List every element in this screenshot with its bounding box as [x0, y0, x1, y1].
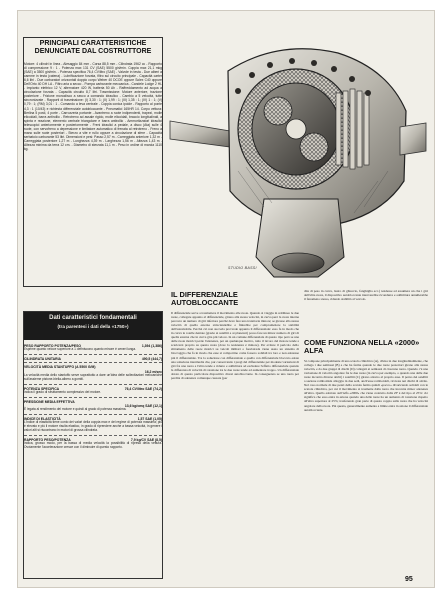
spec-label: POTENZA SPECIFICA	[24, 386, 60, 391]
spec-value: 76,4 CV/litro SAE (74,2)	[124, 386, 162, 391]
pinion-flange	[272, 253, 324, 273]
spec-divider	[24, 414, 162, 415]
spec-value: 490,5 (444,7)	[141, 357, 162, 362]
article-column-2-intro: dita di peso in curva, lastro di ghiaccio, fanghiglia ecc.) tendesse ad assumere un che i giri dell'altra ruota, il dispositivo autobloccante interverebbe ricondurre e addirittura annullerebbe il fenomeno stesso, ridando stabilità al veicolo.	[304, 289, 428, 302]
spec-item	[24, 417, 162, 436]
specs-box-2-header	[24, 312, 162, 340]
spec-label: CILINDRATA UNITARIA	[24, 357, 61, 362]
specs-box-1-title: PRINCIPALI CARATTERISTICHE DENUNCIATE DAL COSTRUTTORE	[34, 40, 152, 55]
left-axle-shaft	[170, 121, 230, 147]
spec-item	[24, 400, 162, 415]
magazine-page	[17, 10, 435, 588]
spec-divider	[24, 354, 162, 355]
spec-value: 16,2 m/sec	[144, 369, 162, 374]
spec-note: Esprime quanto veloce superiore a 1 definiscono quanto minore è ceneri lunga.	[24, 347, 136, 352]
satellite-gear	[264, 97, 292, 125]
spec-item	[24, 344, 162, 355]
spec-note: La velocità media dello stantuffo serve soprattutto a dare un'idea delle sollecitazioni meccaniche sull'assieme pistone-biella-albero a gomiti.	[24, 372, 162, 381]
spec-label: RAPPORTO PESO/POTENZA	[24, 438, 71, 443]
spec-label: PESO RAPPORTO POTENZA/PESO	[24, 344, 82, 348]
spec-item	[24, 438, 162, 450]
right-axle-shaft	[400, 123, 426, 155]
drawing-credit: STUDIO BASSI	[228, 266, 257, 270]
spec-divider	[24, 362, 162, 363]
spec-label: VELOCITÀ MEDIA STANTUFFO (A 5500 G/M)	[24, 365, 96, 370]
specs-box-2-subtitle: (tra parentesi i dati della «1750»)	[57, 324, 129, 329]
spec-row	[24, 357, 162, 361]
spec-divider	[24, 397, 162, 398]
spec-value: 7,9 kg/CV SAE (8,5)	[130, 438, 162, 443]
spec-divider	[24, 435, 162, 436]
spec-note: Indica il grado di sfruttamento complessivo del motore.	[24, 389, 102, 394]
spec-note: Indica, grosso modo, per la bassa di media velocità la possibilità di ripresa della vettura. Ovviamente l'accelerazione cresce con il diminuire di questo rapporto.	[24, 441, 162, 450]
clutch-disc-pack	[336, 89, 369, 169]
spec-value: 1,57 SAE (1,05)	[137, 417, 162, 422]
article-title: IL DIFFERENZIALE AUTOBLOCCANTE	[171, 290, 239, 307]
spec-note: L'indice di elasticità tiene conto dei valori della coppia max e del regime di potenza massima; più è elevato e più il motore risulta elastico, in grado di riprendere anche a bassa velocità, in genere i valori alti si riscontrano in motori di grossa cilindrata.	[24, 420, 162, 433]
satellite-gear	[300, 133, 328, 161]
differential-cutaway-drawing	[168, 31, 428, 279]
spec-item	[24, 387, 162, 398]
specs-box-2-title: Dati caratteristici fondamentali	[49, 315, 137, 321]
specs-box-1-text: Motore: 4 cilindri in linea - Alesaggio 84 mm - Corsa 88,5 mm - Cilindrata 1962 cc - Rapporto di compressione 9 : 1 - Potenza max 131 CV (SAE) 5500 giri/min. Coppia max 21,1 mkg (SAE) a 3500 giri/min. - Potenza specifica 76,4 CV/litro (SAE) - Valvole in testa - Due alberi a camme in testa (catena) - Lubrificazione forzata, filtro sul circuito principale - Capacità carter 6,6 litri - Due carburatori orizzontali doppio corpo Weber 40 DCOE oppure Solex C40 oppure Dell'Orto 40 DH LA - Filtro aria a secco - Pompa carburante meccanica - Candele Lodge 2 HL - Impianto elettrico 12 V, alternatore 420 W, batteria 50 Ah - Raffreddamento ad acqua a circolazione forzata - Capacità circuito 8,7 litri. Trasmissione: Motore anteriore, trazione posteriore - Frizione monodisco a secco a comando idraulico - Cambio a 5 velocità, tutte sincronizzate - Rapporti di trasmissione: (I) 3,30 : 1; (II) 1,99 : 1; (III) 1,35 : 1; (IV) 1 : 1; (V) 0,79 : 1; (RM) 3,01 : 1 - Comando a leva centrale - Coppia conica ipoide - Rapporto al ponte 4,3 : 1 (10/43) e richiesta differenziale autobloccante - Pneumatici 165HR 14. Corpo vettura: Berlina 5 posti, 4 porte - Carrozzeria portante - Avantreno a ruote indipendenti, trapezi, molle elicoidali, barra antirollio - Retrotreno ad assale rigido, molle elicoidali, braccio longitudinali, a spinta e reazione, elemento centrale triangolare e barra antirollio - Ammortizzatori idraulici telescopici anteriormente e posteriormente - Freni idraulici a pedale, a disco (Ata) sulle 4 ruote, con servofreno a depressione e limitatore automatico di frenata al retrotreno - Freno a mano sulle ruote posteriori - Sterzo a vite e rullo oppure a circolazione di sfere - Capacità serbatoio carburante 53 litri. Dimensioni e pesi: Passo 2,57 m - Carreggiata anteriore 1,32 m - Carreggiata posteriore 1,27 m - Lunghezza 4,39 m - Larghezza 1,56 m - Altezza 1,43 m - Altezza minima da terra 12 cm. - Diametro di sterzata 11,1 m - Peso in ordine di marcia 1110 kg.	[24, 62, 162, 151]
spec-note: È legata al rendimento del motore e quindi al grado di potenza massima.	[24, 407, 127, 412]
spec-value: 13,6 kg/cmq SAE (12,1)	[124, 404, 162, 409]
spec-divider	[24, 384, 162, 385]
planetary-gear	[286, 119, 306, 139]
spec-label: INDICE DI ELASTICITÀ	[24, 417, 61, 422]
spec-list	[24, 344, 162, 576]
spec-item	[24, 365, 162, 384]
spec-label: PRESSIONE MEDIA EFFETTIVA	[24, 399, 75, 404]
article-column-2: Si compone principalmente di una scatola cilindrica (A), divisa in due longitudinalmente, che collega i due semiassi (B) e che ha ferme quando le due ruote posteriori girano alla stessa velocità, e da due gruppi di dischi (D) collegati ai semiassi di ciascuna ruota. Quando c'è una variazione di velocità angolare fra le due ruote (in curva per esempio, o quando una delle due ruote incontra diverse attriti) i satelliti (C) girano attorno al proprio asse. Il perno dei satelliti a sezione romboidale alloggia in due sedi, anch'esse romboidali, ricavate nei dischi di attrito. Nel caso normale di due pezzi della scatola ferma quindi «pacco» divaricando solidali con le scatole cilindrica, per cui il movimento si trasmette dalla ruota che incontra minor aderenza all'altra. Quello adottato sull'Alfa «2000» che viene costruito dalla ZF è del tipo al 25%: ciò significa che esso entra in azione quando una delle ruote ha un aumento di rotazione rispetto all'altra superiore al 25%; trasferendo gran parte di questa coppia sulla ruota che ha velocità angolare della ruota. Più questa, generalmente aumenta a limite entra in azione il differenziale autobloccante.	[304, 359, 428, 412]
article-column-1: Il differenziale serve a trasmettere il movimento alle ruote. Quando si viaggia in rettilineo le due ruote, collegate appunto al differenziale, girano alla stessa velocità, in curva però la ruota interna percorre un numero di giri inferiore perché deve fare una traiettoria minore; se girasse alla stessa velocità di quella esterna strisciandebbe e finirebbe per compromettere la stabilità dell'automobile. Perché ciò non succeda provvede appunto il differenziale: esso fa in modo che in curva le rotelle dentate (grazie ai satelliti e ai planetari) posso fare un minor numero di giri di quella esterna che in curva gira più veloce. In un comune differenziale di questo tipo però se una delle ruote motrici perde l'aderenza, per un qualunque motivo, tutto il lavoro del motore tende a scaricarsi proprio su questa ruota (dove la resistenza è minore). Per evitare il pericolo dello slittamento delle ruote motrici su veicoli militari o fuoristrada viene usato un sistema di bloccaggio che fa in modo che esse si comportino come fossero solidali tra loro e non esistesse più il differenziale. Tra la soluzione con differenziale e quella con differenziale bloccato esiste una soluzione intermedia che, pur conservando i pregi del differenziale per modeste variazioni di giri fra una ruota e l'altra tende a ridurre e addirittura ad escludere l'effetto differenziale quando la differenza di velocità di rotazione tra le due ruote tende ad aumentare troppo. Un differenziale dotato di questo particolare dispositivo dicesi autobloccante. In conseguenza se una ruota per perdita di aderenza comunque causata (per	[171, 311, 299, 380]
spec-item	[24, 357, 162, 363]
spec-value: 1,394 (1,386)	[141, 344, 162, 348]
page-number: 95	[405, 576, 413, 583]
section-heading: COME FUNZIONA NELLA «2000» ALFA	[304, 338, 420, 355]
